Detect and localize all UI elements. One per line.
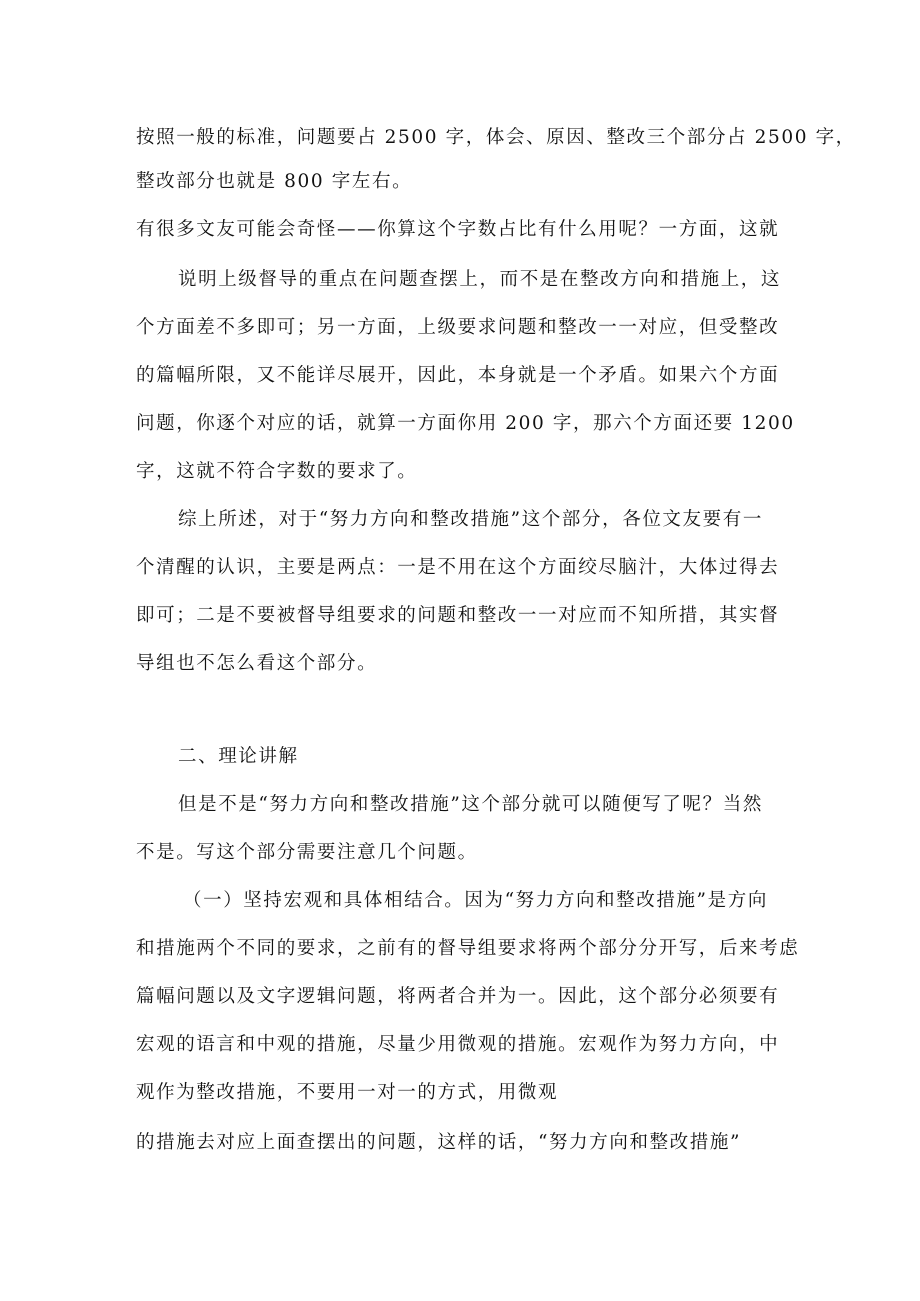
paragraph-line: 整改部分也就是 800 字左右。 — [136, 171, 413, 192]
subsection-line: （一）坚持宏观和具体相结合。因为“努力方向和整改措施”是方向 — [183, 890, 768, 911]
paragraph-line: 和措施两个不同的要求，之前有的督导组要求将两个部分分开写，后来考虑 — [136, 938, 800, 959]
paragraph-line: 宏观的语言和中观的措施，尽量少用微观的措施。宏观作为努力方向，中 — [136, 1034, 780, 1055]
paragraph-line: 篇幅问题以及文字逻辑问题，将两者合并为一。因此，这个部分必须要有 — [136, 986, 780, 1007]
paragraph-line: 有很多文友可能会奇怪——你算这个字数占比有什么用呢？一方面，这就 — [136, 219, 780, 240]
paragraph-line: 导组也不怎么看这个部分。 — [136, 653, 378, 674]
paragraph-line: 观作为整改措施，不要用一对一的方式，用微观 — [136, 1082, 559, 1103]
section-heading: 二、理论讲解 — [178, 746, 299, 767]
paragraph-line: 按照一般的标准，问题要占 2500 字，体会、原因、整改三个部分占 2500 字， — [136, 127, 856, 148]
paragraph-line: 问题，你逐个对应的话，就算一方面你用 200 字，那六个方面还要 1200 — [136, 413, 795, 434]
paragraph-line: 字，这就不符合字数的要求了。 — [136, 461, 418, 482]
paragraph-line: 的篇幅所限，又不能详尽展开，因此，本身就是一个矛盾。如果六个方面 — [136, 365, 780, 386]
paragraph-line: 个清醒的认识，主要是两点：一是不用在这个方面绞尽脑汁，大体过得去 — [136, 557, 780, 578]
paragraph-line: 但是不是“努力方向和整改措施”这个部分就可以随便写了呢？当然 — [178, 794, 763, 815]
paragraph-line: 综上所述，对于“努力方向和整改措施”这个部分，各位文友要有一 — [178, 509, 763, 530]
paragraph-line: 的措施去对应上面查摆出的问题，这样的话，“努力方向和整改措施” — [136, 1132, 742, 1153]
paragraph-line: 不是。写这个部分需要注意几个问题。 — [136, 842, 478, 863]
paragraph-line: 说明上级督导的重点在问题查摆上，而不是在整改方向和措施上，这 — [178, 269, 782, 290]
paragraph-line: 即可；二是不要被督导组要求的问题和整改一一对应而不知所措，其实督 — [136, 605, 780, 626]
paragraph-line: 个方面差不多即可；另一方面，上级要求问题和整改一一对应，但受整改 — [136, 317, 780, 338]
